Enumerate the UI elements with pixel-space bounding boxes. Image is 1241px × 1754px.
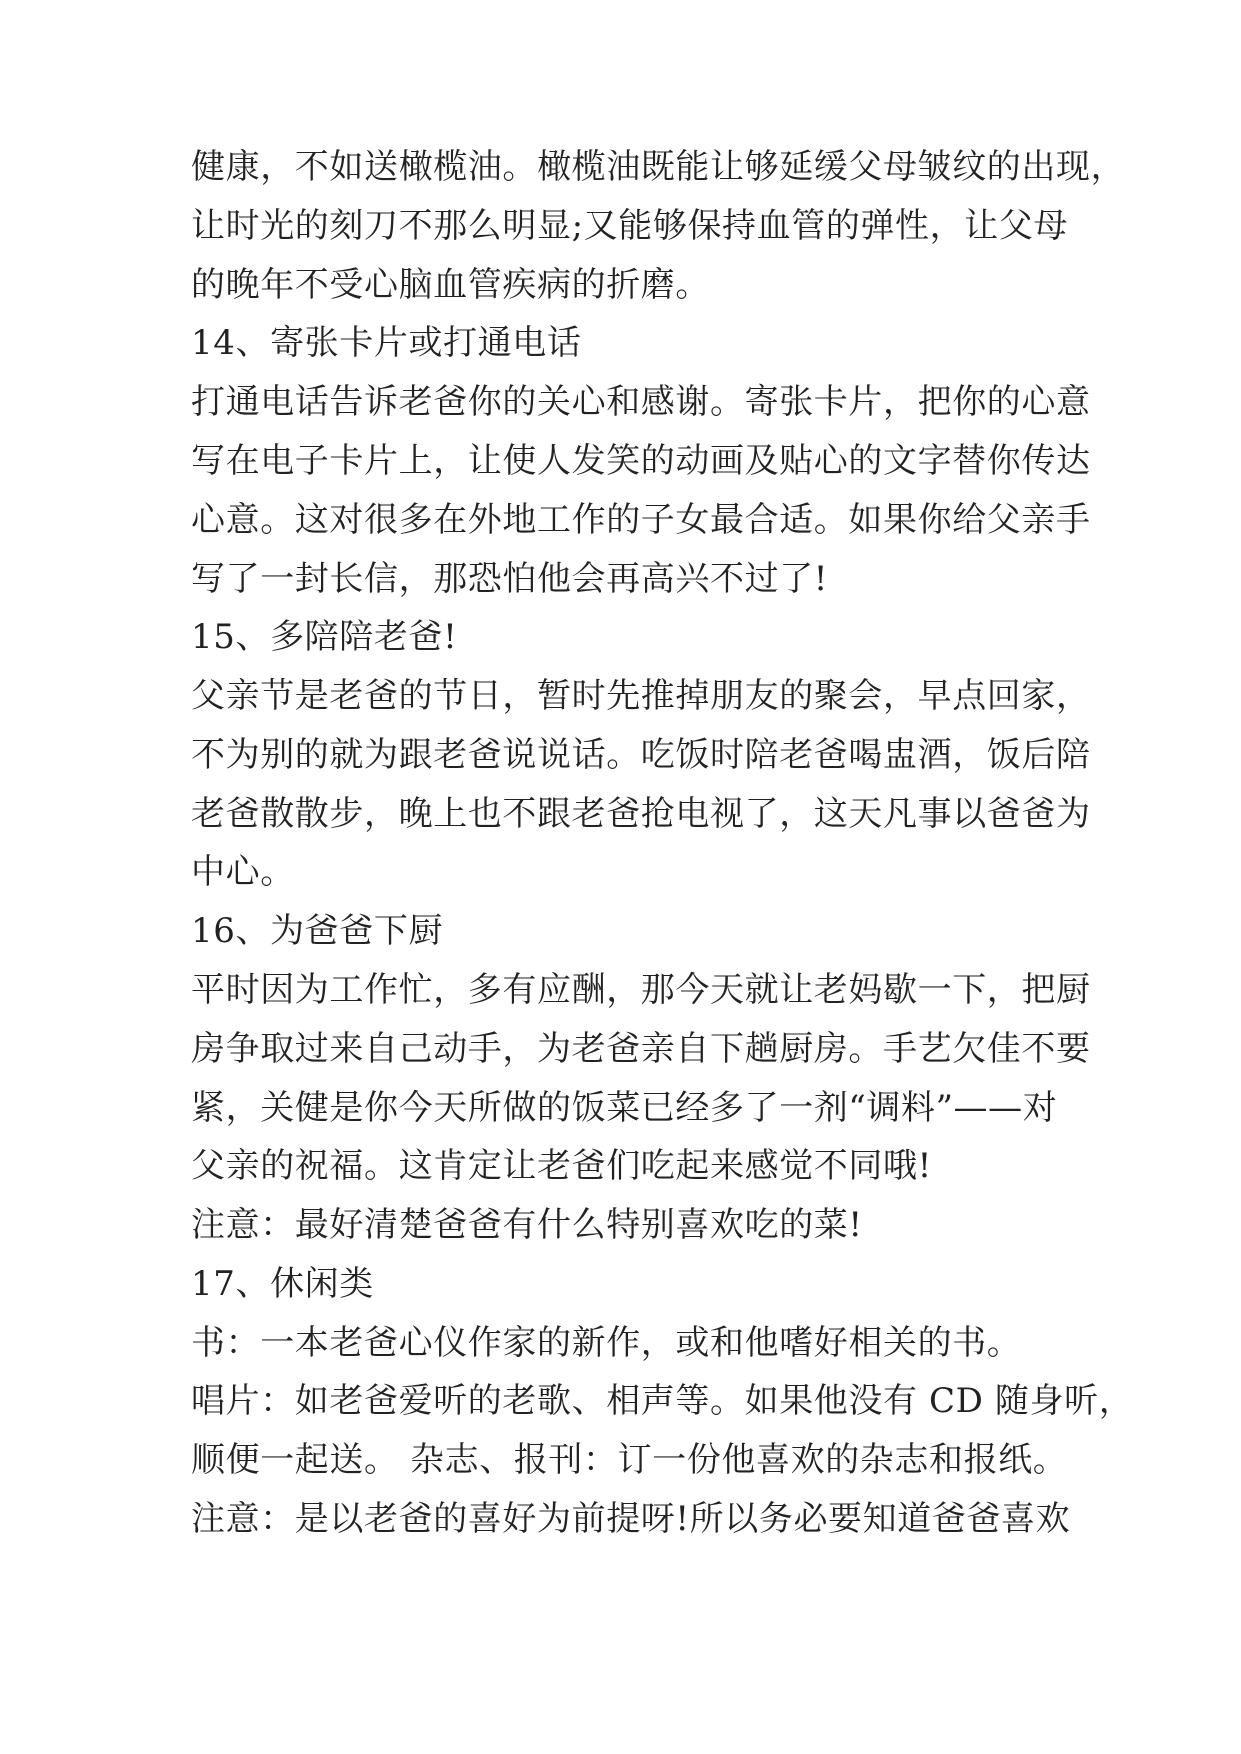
body-text-line: 写在电子卡片上，让使人发笑的动画及贴心的文字替你传达 <box>191 441 1091 481</box>
body-text-line: 紧，关健是你今天所做的饭菜已经多了一剂“调料”——对 <box>191 1088 1058 1128</box>
body-text-line: 父亲节是老爸的节日，暂时先推掉朋友的聚会，早点回家， <box>191 676 1091 716</box>
body-text-line: 让时光的刻刀不那么明显;又能够保持血管的弹性，让父母 <box>191 206 1069 246</box>
body-text-line: 房争取过来自己动手，为老爸亲自下趟厨房。手艺欠佳不要 <box>191 1029 1091 1069</box>
body-text-line: 写了一封长信，那恐怕他会再高兴不过了! <box>191 559 829 599</box>
body-text-line: 中心。 <box>191 852 295 892</box>
body-text-line: 平时因为工作忙，多有应酬，那今天就让老妈歇一下，把厨 <box>191 970 1091 1010</box>
body-text-line: 老爸散散步，晚上也不跟老爸抢电视了，这天凡事以爸爸为 <box>191 794 1091 834</box>
body-text-line: 健康，不如送橄榄油。橄榄油既能让够延缓父母皱纹的出现， <box>191 147 1126 187</box>
section-heading: 16、为爸爸下厨 <box>191 911 444 951</box>
section-heading: 15、多陪陪老爸! <box>191 617 458 657</box>
body-text-line: 唱片：如老爸爱听的老歌、相声等。如果他没有 CD 随身听， <box>191 1381 1134 1421</box>
section-heading: 17、休闲类 <box>191 1264 374 1304</box>
body-text-line: 书：一本老爸心仪作家的新作，或和他嗜好相关的书。 <box>191 1323 1022 1363</box>
body-text-line: 打通电话告诉老爸你的关心和感谢。寄张卡片，把你的心意 <box>191 382 1091 422</box>
body-text-line: 不为别的就为跟老爸说说话。吃饭时陪老爸喝盅酒，饭后陪 <box>191 735 1091 775</box>
section-heading: 14、寄张卡片或打通电话 <box>191 323 582 363</box>
body-text-line: 的晚年不受心脑血管疾病的折磨。 <box>191 265 710 305</box>
body-text-line: 顺便一起送。 杂志、报刊：订一份他喜欢的杂志和报纸。 <box>191 1440 1068 1480</box>
body-text-line: 心意。这对很多在外地工作的子女最合适。如果你给父亲手 <box>191 500 1091 540</box>
note-line: 注意：最好清楚爸爸有什么特别喜欢吃的菜! <box>191 1205 863 1245</box>
note-line: 注意：是以老爸的喜好为前提呀!所以务必要知道爸爸喜欢 <box>191 1499 1071 1539</box>
body-text-line: 父亲的祝福。这肯定让老爸们吃起来感觉不同哦! <box>191 1146 932 1186</box>
